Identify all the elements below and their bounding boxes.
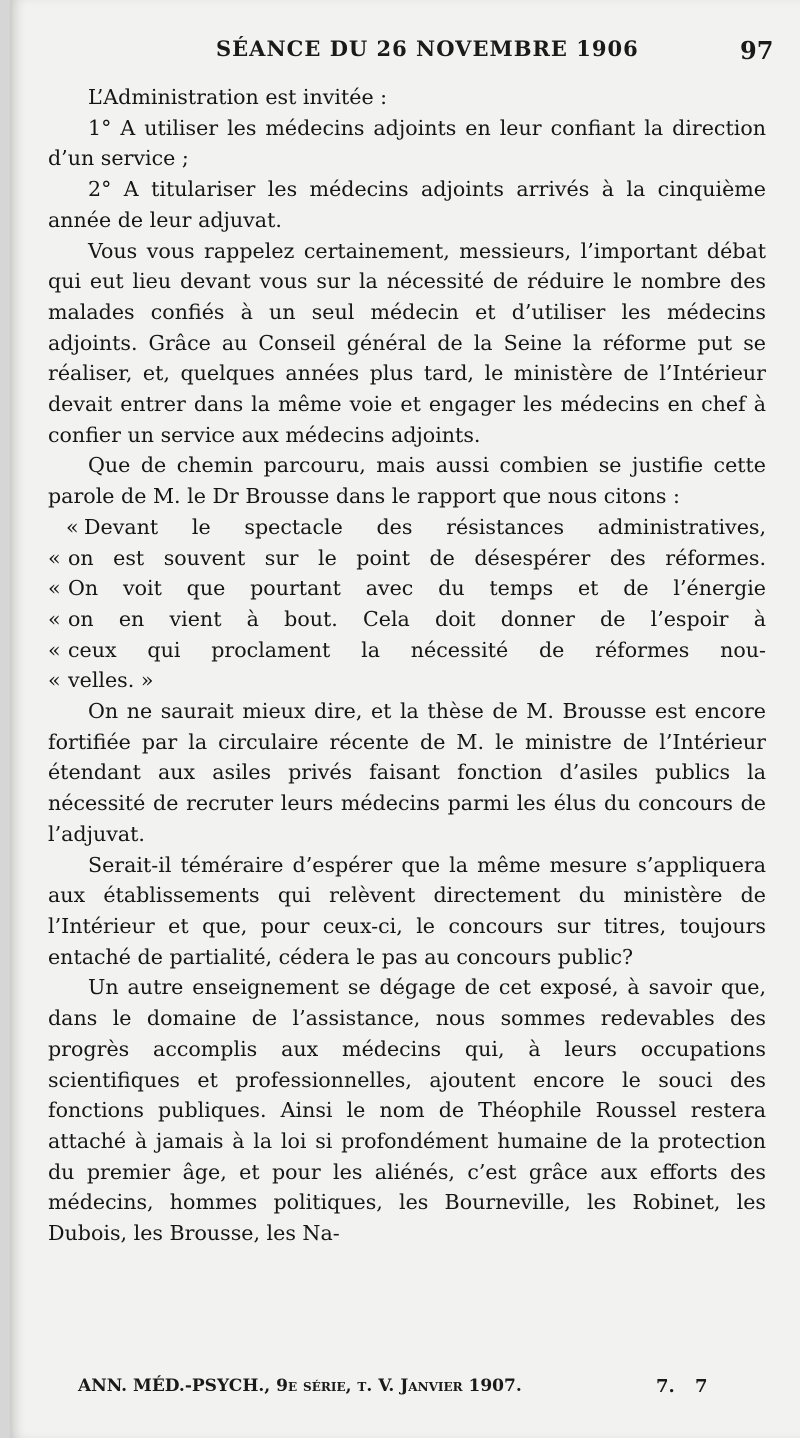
paragraph: 2° A titulariser les médecins adjoints arrivés à la cinquième année de leur adjuvat. [48,177,766,232]
document-page [10,0,800,1438]
quote-line [48,543,766,574]
paragraph: Serait-il téméraire d’espérer que la même mesure s’appliquera aux établissements qui relèvent directement du ministère de l’Intérieur et que, pour ceux-ci, le concours sur titres, toujours entaché de partialité, cédera le pas au concours public? [48,852,766,969]
paragraph: Un autre enseignement se dégage de cet exposé, à savoir que, dans le domaine de l’assistance, nous sommes redevables des progrès accomplis aux médecins qui, à leurs occupations scientifiques et professionnelles, ajoutent encore le souci des fonctions publiques. Ainsi le nom de Théophile Roussel restera attaché à jamais à la loi si profondément humaine de la protection du premier âge, et pour les aliénés, c’est grâce aux efforts des médecins, hommes politiques, les Bourneville, les Robinet, les Dubois, les Brousse, les Na- [48,975,766,1246]
quote-mark: « [48,637,61,662]
quote-line [48,573,766,604]
quote-line-text: velles. » [68,668,154,693]
quote-line-text: on est souvent sur le point de désespérer des réformes. [68,545,766,570]
paragraph: Que de chemin parcouru, mais aussi combien se justifie cette parole de M. le Dr Brousse dans le rapport que nous citons : [48,453,766,509]
quote-line-text: Devant le spectacle des résistances administratives, [84,514,766,539]
header-title: SÉANCE DU 26 NOVEMBRE 1906 [216,36,639,61]
journal-reference: ANN. MÉD.-PSYCH., 9e série, t. V. Janvier 1907. [78,1376,522,1396]
quote-mark: « [48,576,61,601]
quote-line-text: On voit que pourtant avec du temps et de l’énergie [68,576,766,601]
page-footer [10,1376,800,1406]
quote-mark: « [48,545,61,570]
paragraph: Vous vous rappelez certainement, messieurs, l’important débat qui eut lieu devant vous sur la nécessité de réduire le nombre des malades confiés à un seul médecin et d’utiliser les médecins adjoints. Grâce au Conseil général de la Seine la réforme put se réaliser, et, quelques années plus tard, le ministère de l’Intérieur devait entrer dans la même voie et engager les médecins en chef à confier un service aux médecins adjoints. [48,238,766,447]
body-text [48,82,766,1249]
quote-mark: « [48,668,61,693]
paragraph: 1° A utiliser les médecins adjoints en leur confiant la direction d’un service ; [48,115,766,171]
block-quote [48,512,766,696]
quote-line-text: on en vient à bout. Cela doit donner de l’espoir à [68,606,766,631]
running-header [10,36,800,76]
quote-line [48,512,766,543]
signature-mark: 7. 7 [656,1376,708,1397]
quote-line [48,635,766,666]
quote-line [48,665,766,696]
paragraph: On ne saurait mieux dire, et la thèse de M. Brousse est encore fortifiée par la circulaire récente de M. le ministre de l’Intérieur étendant aux asiles privés faisant fonction d’asiles publics la nécessité de recruter leurs médecins parmi les élus du concours de l’adjuvat. [48,699,766,846]
quote-line-text: ceux qui proclament la nécessité de réformes nou- [68,637,766,662]
paragraph: L’Administration est invitée : [88,85,388,109]
quote-mark: « [66,514,79,539]
quote-line [48,604,766,635]
quote-mark: « [48,606,61,631]
page-number: 97 [740,36,774,65]
